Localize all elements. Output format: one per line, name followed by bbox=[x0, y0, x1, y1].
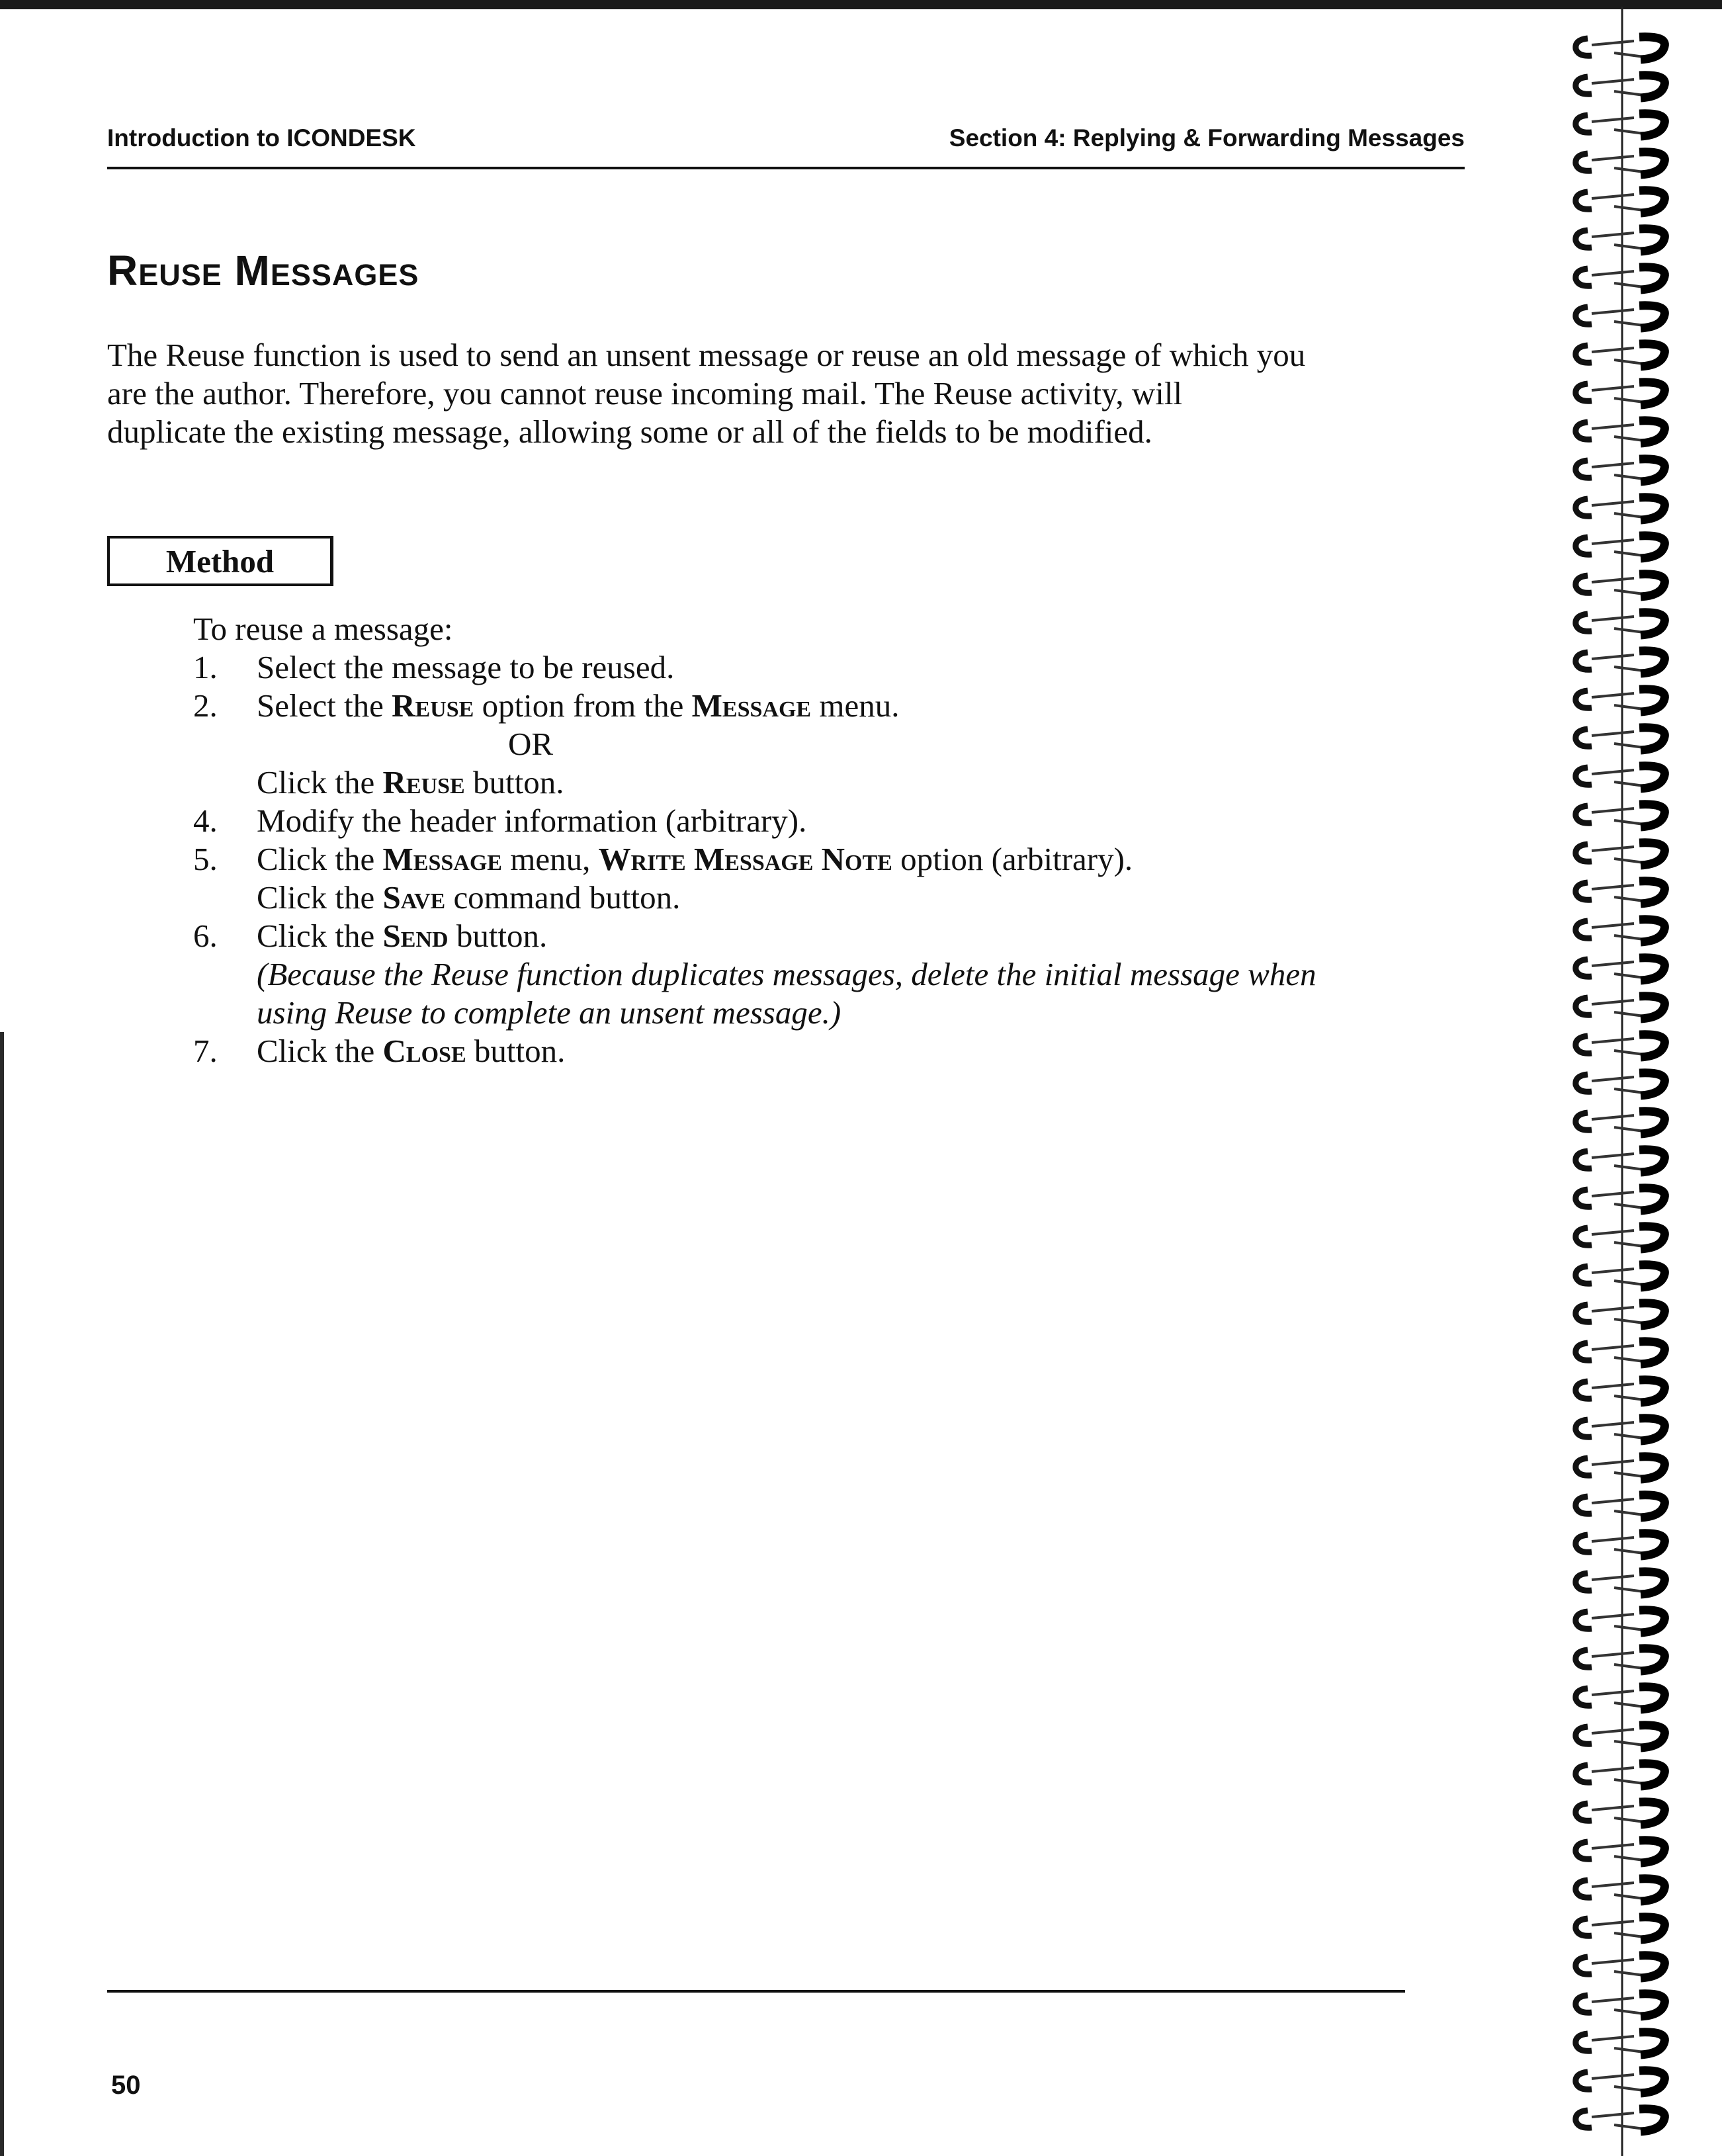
binding-coil bbox=[1576, 613, 1665, 635]
binding-coil bbox=[1576, 689, 1665, 712]
step-number: 7. bbox=[193, 1033, 218, 1069]
binding-coil bbox=[1576, 1956, 1665, 1978]
binding-coil bbox=[1576, 2071, 1665, 2093]
binding-coil bbox=[1576, 1495, 1665, 1518]
binding-coil bbox=[1576, 1227, 1665, 1249]
step-text: Click the Message menu, Write Message Note option (arbitrary). bbox=[257, 841, 1133, 877]
step-5 bbox=[193, 840, 1450, 879]
binding-coil bbox=[1576, 1150, 1665, 1172]
binding-coil bbox=[1576, 804, 1665, 827]
header-rule bbox=[107, 167, 1465, 169]
binding-coil bbox=[1576, 1380, 1665, 1402]
binding-coil bbox=[1576, 1572, 1665, 1594]
binding-coil bbox=[1576, 1342, 1665, 1364]
step-5-sub bbox=[193, 879, 1450, 917]
binding-coil bbox=[1576, 1610, 1665, 1633]
reuse-button-term: Reuse bbox=[382, 764, 465, 800]
binding-coil bbox=[1576, 497, 1665, 520]
or-separator: OR bbox=[508, 726, 554, 762]
binding-coil bbox=[1576, 267, 1665, 290]
binding-coil bbox=[1576, 2032, 1665, 2055]
message-menu-term: Message bbox=[382, 841, 502, 877]
binding-coil bbox=[1576, 421, 1665, 443]
spiral-binding-icon bbox=[1561, 0, 1722, 2156]
step-2-alt bbox=[193, 763, 1450, 802]
binding-coil bbox=[1576, 1035, 1665, 1057]
binding-coil bbox=[1576, 728, 1665, 750]
binding-coil bbox=[1576, 1802, 1665, 1825]
running-header bbox=[107, 124, 1465, 164]
binding-coil bbox=[1576, 1303, 1665, 1326]
binding-coil bbox=[1576, 1917, 1665, 1940]
binding-coil bbox=[1576, 1764, 1665, 1786]
binding-coil bbox=[1576, 536, 1665, 558]
binding-coil bbox=[1576, 996, 1665, 1019]
step-text: Select the message to be reused. bbox=[257, 649, 675, 685]
binding-coil bbox=[1576, 1265, 1665, 1287]
save-button-term: Save bbox=[382, 879, 446, 916]
binding-coil bbox=[1576, 1457, 1665, 1479]
binding-coil bbox=[1576, 958, 1665, 980]
reuse-option-term: Reuse bbox=[392, 687, 474, 724]
send-button-term: Send bbox=[382, 918, 449, 954]
binding-coil bbox=[1576, 920, 1665, 942]
binding-coil bbox=[1576, 344, 1665, 367]
step-1 bbox=[193, 648, 1450, 687]
binding-coil bbox=[1576, 1188, 1665, 1211]
method-label: Method bbox=[165, 542, 275, 580]
binding-coil bbox=[1576, 881, 1665, 904]
step-text: Click the Close button. bbox=[257, 1033, 566, 1069]
step-note: (Because the Reuse function duplicates messages, delete the initial message when bbox=[257, 956, 1316, 992]
step-text: Click the Reuse button. bbox=[257, 764, 564, 800]
step-number: 4. bbox=[193, 802, 218, 839]
step-number: 1. bbox=[193, 649, 218, 685]
intro-line: are the author. Therefore, you cannot reuse incoming mail. The Reuse activity, will bbox=[107, 375, 1183, 411]
binding-coil bbox=[1576, 1840, 1665, 1863]
binding-coil bbox=[1576, 1649, 1665, 1671]
step-number: 5. bbox=[193, 841, 218, 877]
binding-coil bbox=[1576, 1111, 1665, 1134]
binding-coil bbox=[1576, 1879, 1665, 1901]
scan-top-edge bbox=[0, 0, 1722, 9]
header-right: Section 4: Replying & Forwarding Messages bbox=[949, 124, 1465, 151]
binding-coil bbox=[1576, 843, 1665, 865]
footer-rule bbox=[107, 1990, 1405, 1993]
step-6 bbox=[193, 917, 1450, 955]
binding-coil bbox=[1576, 1994, 1665, 2016]
binding-coil bbox=[1576, 459, 1665, 482]
step-or bbox=[193, 725, 1450, 763]
scan-left-edge bbox=[0, 1032, 4, 2156]
step-text: Modify the header information (arbitrary). bbox=[257, 802, 807, 839]
steps-lead bbox=[193, 610, 1450, 648]
step-text: Select the Reuse option from the Message menu. bbox=[257, 687, 900, 724]
binding-coil bbox=[1576, 152, 1665, 175]
binding-coil bbox=[1576, 1073, 1665, 1096]
step-note-line bbox=[193, 994, 1450, 1032]
binding-coil bbox=[1576, 1418, 1665, 1441]
steps-lead-text: To reuse a message: bbox=[193, 611, 453, 647]
binding-coil bbox=[1576, 37, 1665, 60]
step-note: using Reuse to complete an unsent message.) bbox=[257, 994, 841, 1031]
binding-coil bbox=[1576, 382, 1665, 405]
step-7 bbox=[193, 1032, 1450, 1070]
header-left: Introduction to ICONDESK bbox=[107, 124, 416, 151]
close-button-term: Close bbox=[382, 1033, 466, 1069]
binding-coil bbox=[1576, 229, 1665, 251]
intro-paragraph bbox=[107, 336, 1430, 451]
binding-coil bbox=[1576, 1687, 1665, 1709]
page-number: 50 bbox=[111, 2071, 141, 2100]
method-steps bbox=[193, 610, 1450, 1070]
binding-coil bbox=[1576, 574, 1665, 597]
binding-coil bbox=[1576, 1533, 1665, 1556]
binding-coil bbox=[1576, 306, 1665, 328]
step-text: Click the Save command button. bbox=[257, 879, 681, 916]
method-label-box bbox=[107, 536, 333, 586]
binding-coil bbox=[1576, 114, 1665, 136]
binding-coil bbox=[1576, 766, 1665, 789]
step-2 bbox=[193, 687, 1450, 725]
intro-line: The Reuse function is used to send an unsent message or reuse an old message of which you bbox=[107, 337, 1306, 373]
intro-line: duplicate the existing message, allowing some or all of the fields to be modified. bbox=[107, 413, 1152, 450]
binding-coil bbox=[1576, 651, 1665, 673]
message-menu-term: Message bbox=[691, 687, 812, 724]
binding-coil bbox=[1576, 2109, 1665, 2132]
step-4 bbox=[193, 802, 1450, 840]
binding-coil bbox=[1576, 191, 1665, 213]
step-note-line bbox=[193, 955, 1450, 994]
binding-coil bbox=[1576, 75, 1665, 98]
binding-coil bbox=[1576, 1725, 1665, 1748]
write-message-note-term: Write Message Note bbox=[598, 841, 892, 877]
step-number: 2. bbox=[193, 687, 218, 724]
step-text: Click the Send button. bbox=[257, 918, 548, 954]
page-title: Reuse Messages bbox=[107, 247, 419, 294]
step-number: 6. bbox=[193, 918, 218, 954]
